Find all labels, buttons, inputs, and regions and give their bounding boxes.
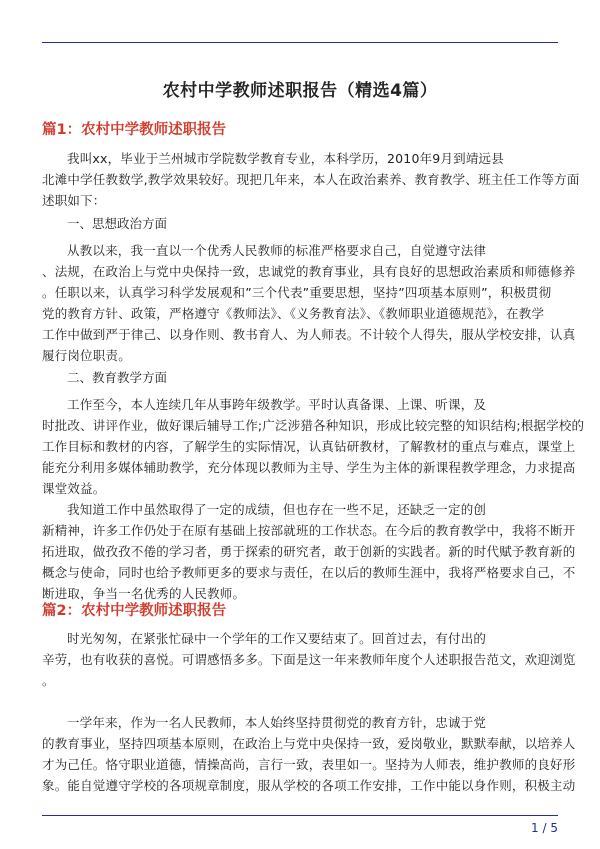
text-line: 工作目标和教材的内容，了解学生的实际情况，认真钻研教材，了解教材的重点与难点，课堂上: [42, 439, 576, 454]
text-line: 新精神，许多工作仍处于在原有基础上按部就班的工作状态。在今后的教育教学中，我将不断开: [42, 523, 576, 538]
section-1-heading: 篇1：农村中学教师述职报告: [42, 122, 227, 138]
subheading-teaching: 二、教育教学方面: [67, 370, 168, 385]
text-line: 从教以来，我一直以一个优秀人民教师的标准严格要求自己，自觉遵守法律: [67, 243, 487, 258]
text-line: 时批改、讲评作业，做好课后辅导工作;广泛涉猎各种知识，形成比较完整的知识结构;根据学校的: [42, 418, 585, 433]
footer-rule: [42, 815, 558, 816]
document-title: 农村中学教师述职报告（精选4篇）: [162, 81, 438, 101]
text-line: 辛劳，也有收获的喜悦。可谓感悟多多。下面是这一年来教师年度个人述职报告范文，欢迎浏览: [42, 652, 576, 667]
header-rule: [42, 42, 558, 43]
text-line: 、法规，在政治上与党中央保持一致，忠诚党的教育事业，具有良好的思想政治素质和师德修养: [42, 264, 576, 279]
section-2-paragraph-2: [42, 712, 576, 796]
section-2-heading: 篇2：农村中学教师述职报告: [42, 603, 227, 619]
text-line: 我叫xx，毕业于兰州城市学院数学教育专业，本科学历，2010年9月到靖远县: [67, 151, 504, 166]
text-line: 一学年来，作为一名人民教师，本人始终坚持贯彻党的教育方针，忠诚于党: [67, 715, 487, 730]
text-line: 才为己任。恪守职业道德，情操高尚，言行一致，表里如一。坚持为人师表，维护教师的良好形: [42, 757, 576, 772]
section-2-paragraph-1: [42, 628, 576, 691]
text-line: 。: [42, 673, 55, 688]
text-line: 能充分利用多媒体辅助教学，充分体现以教师为主导、学生为主体的新课程教学理念，力求提高: [42, 460, 576, 475]
text-line: 概念与使命，同时也给予教师更多的要求与责任，在以后的教师生涯中，我将严格要求自己，不: [42, 565, 576, 580]
section-1-paragraph-1: [42, 240, 576, 366]
section-1-paragraph-3: [42, 499, 576, 604]
text-line: 工作中做到严于律己、以身作则、教书育人、为人师表。不计较个人得失，服从学校安排，认真: [42, 327, 576, 342]
text-line: 。任职以来，认真学习科学发展观和”三个代表”重要思想，坚持”四项基本原则”，积极贯彻: [42, 285, 552, 300]
subheading-politics: 一、思想政治方面: [67, 216, 168, 231]
text-line: 的教育事业，坚持四项基本原则，在政治上与党中央保持一致，爱岗敬业，默默奉献，以培养人: [42, 736, 576, 751]
page-number: 1 / 5: [531, 821, 558, 835]
text-line: 象。能自觉遵守学校的各项规章制度，服从学校的各项工作安排，工作中能以身作则，积极主动: [42, 778, 576, 793]
text-line: 我知道工作中虽然取得了一定的成绩，但也存在一些不足，还缺乏一定的创: [67, 502, 487, 517]
text-line: 履行岗位职责。: [42, 348, 131, 363]
text-line: 党的教育方针、政策，严格遵守《教师法》、《义务教育法》、《教师职业道德规范》，在教学: [42, 306, 545, 321]
text-line: 课堂效益。: [42, 481, 106, 496]
text-line: 时光匆匆，在紧张忙碌中一个学年的工作又要结束了。回首过去，有付出的: [67, 631, 487, 646]
text-line: 工作至今，本人连续几年从事跨年级教学。平时认真备课、上课、听课，及: [67, 397, 487, 412]
text-line: 述职如下：: [42, 193, 106, 208]
text-line: 拓进取，做孜孜不倦的学习者，勇于探索的研究者，敢于创新的实践者。新的时代赋予教育新的: [42, 544, 576, 559]
text-line: 断进取，争当一名优秀的人民教师。: [42, 586, 246, 601]
section-1-paragraph-2: [42, 394, 585, 499]
text-line: 北滩中学任教数学,教学效果较好。现把几年来，本人在政治素养、教育教学、班主任工作等方面: [42, 172, 580, 187]
section-1-intro: [42, 148, 580, 211]
